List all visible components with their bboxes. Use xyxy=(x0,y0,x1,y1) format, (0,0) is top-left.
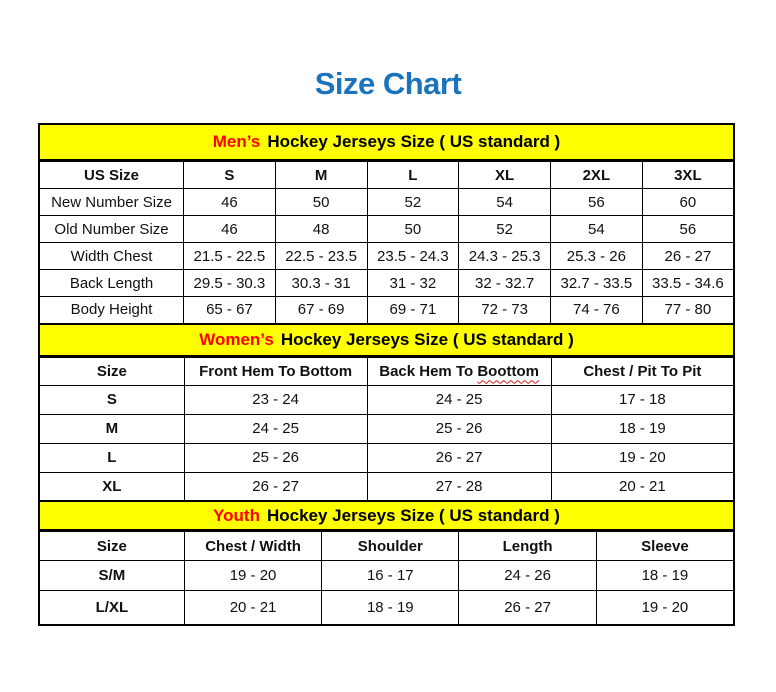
row-label: S/M xyxy=(39,561,184,591)
row-label: S xyxy=(39,385,184,414)
size-value: 54 xyxy=(459,189,551,216)
womens-size-table xyxy=(38,357,735,503)
size-value: 48 xyxy=(275,216,367,243)
mens-label-rest: Hockey Jerseys Size ( US standard ) xyxy=(267,132,561,151)
size-value: 17 - 18 xyxy=(551,385,734,414)
size-value: 21.5 - 22.5 xyxy=(184,243,276,270)
size-value: 24 - 25 xyxy=(367,385,551,414)
youth-section-header xyxy=(38,502,735,531)
size-value: 18 - 19 xyxy=(596,561,734,591)
size-value: 50 xyxy=(275,189,367,216)
size-value: 69 - 71 xyxy=(367,297,459,324)
column-header: L xyxy=(367,162,459,189)
size-value: 18 - 19 xyxy=(322,591,459,625)
size-chart-tables xyxy=(38,123,735,626)
header-row xyxy=(39,357,734,385)
size-value: 26 - 27 xyxy=(459,591,597,625)
size-value: 30.3 - 31 xyxy=(275,270,367,297)
table-row xyxy=(39,270,734,297)
womens-label-highlight: Women’s xyxy=(199,329,274,349)
size-value: 18 - 19 xyxy=(551,414,734,443)
size-value: 26 - 27 xyxy=(367,443,551,472)
size-value: 16 - 17 xyxy=(322,561,459,591)
size-value: 60 xyxy=(642,189,734,216)
table-row xyxy=(39,189,734,216)
column-header: 3XL xyxy=(642,162,734,189)
size-value: 65 - 67 xyxy=(184,297,276,324)
size-value: 67 - 69 xyxy=(275,297,367,324)
size-value: 32 - 32.7 xyxy=(459,270,551,297)
womens-label-rest: Hockey Jerseys Size ( US standard ) xyxy=(280,329,574,349)
womens-section-header xyxy=(38,325,735,357)
size-value: 56 xyxy=(642,216,734,243)
size-value: 74 - 76 xyxy=(550,297,642,324)
column-header: Sleeve xyxy=(596,532,734,561)
table-row xyxy=(39,591,734,625)
row-label: L/XL xyxy=(39,591,184,625)
size-value: 52 xyxy=(367,189,459,216)
column-header: 2XL xyxy=(550,162,642,189)
size-value: 26 - 27 xyxy=(184,472,367,501)
size-value: 24.3 - 25.3 xyxy=(459,243,551,270)
size-value: 19 - 20 xyxy=(184,561,322,591)
size-value: 46 xyxy=(184,216,276,243)
size-value: 25 - 26 xyxy=(184,443,367,472)
size-value: 50 xyxy=(367,216,459,243)
table-row xyxy=(39,414,734,443)
column-header: Chest / Width xyxy=(184,532,322,561)
table-row xyxy=(39,243,734,270)
size-value: 52 xyxy=(459,216,551,243)
size-value: 72 - 73 xyxy=(459,297,551,324)
size-value: 23 - 24 xyxy=(184,385,367,414)
table-row xyxy=(39,472,734,501)
size-value: 19 - 20 xyxy=(551,443,734,472)
size-value: 19 - 20 xyxy=(596,591,734,625)
column-header: Size xyxy=(39,357,184,385)
size-value: 23.5 - 24.3 xyxy=(367,243,459,270)
column-header: Back Hem To Boottom xyxy=(367,357,551,385)
table-row xyxy=(39,443,734,472)
row-label: Old Number Size xyxy=(39,216,184,243)
size-value: 46 xyxy=(184,189,276,216)
table-row xyxy=(39,385,734,414)
size-value: 25 - 26 xyxy=(367,414,551,443)
size-value: 29.5 - 30.3 xyxy=(184,270,276,297)
column-header: Shoulder xyxy=(322,532,459,561)
size-value: 27 - 28 xyxy=(367,472,551,501)
column-header: Chest / Pit To Pit xyxy=(551,357,734,385)
row-label: M xyxy=(39,414,184,443)
size-value: 24 - 25 xyxy=(184,414,367,443)
size-value: 20 - 21 xyxy=(551,472,734,501)
row-label: Body Height xyxy=(39,297,184,324)
size-value: 56 xyxy=(550,189,642,216)
column-header: S xyxy=(184,162,276,189)
page-title: Size Chart xyxy=(314,66,462,101)
mens-section-header xyxy=(38,123,735,161)
row-label: L xyxy=(39,443,184,472)
header-row xyxy=(39,162,734,189)
size-value: 31 - 32 xyxy=(367,270,459,297)
row-label: Width Chest xyxy=(39,243,184,270)
row-label: New Number Size xyxy=(39,189,184,216)
misspelled-word: Boottom xyxy=(477,362,539,380)
column-header: Front Hem To Bottom xyxy=(184,357,367,385)
size-value: 20 - 21 xyxy=(184,591,322,625)
table-row xyxy=(39,297,734,324)
size-value: 32.7 - 33.5 xyxy=(550,270,642,297)
column-header: M xyxy=(275,162,367,189)
size-value: 22.5 - 23.5 xyxy=(275,243,367,270)
size-value: 24 - 26 xyxy=(459,561,597,591)
column-header: Length xyxy=(459,532,597,561)
row-label: XL xyxy=(39,472,184,501)
mens-label-highlight: Men’s xyxy=(212,132,261,151)
table-row xyxy=(39,216,734,243)
column-header: US Size xyxy=(39,162,184,189)
mens-size-table xyxy=(38,161,735,325)
column-header: Size xyxy=(39,532,184,561)
youth-label-rest: Hockey Jerseys Size ( US standard ) xyxy=(266,505,560,525)
column-header: XL xyxy=(459,162,551,189)
size-value: 25.3 - 26 xyxy=(550,243,642,270)
table-row xyxy=(39,561,734,591)
header-row xyxy=(39,532,734,561)
size-value: 33.5 - 34.6 xyxy=(642,270,734,297)
size-value: 77 - 80 xyxy=(642,297,734,324)
size-value: 54 xyxy=(550,216,642,243)
size-value: 26 - 27 xyxy=(642,243,734,270)
row-label: Back Length xyxy=(39,270,184,297)
youth-size-table xyxy=(38,531,735,626)
youth-label-highlight: Youth xyxy=(213,505,260,525)
